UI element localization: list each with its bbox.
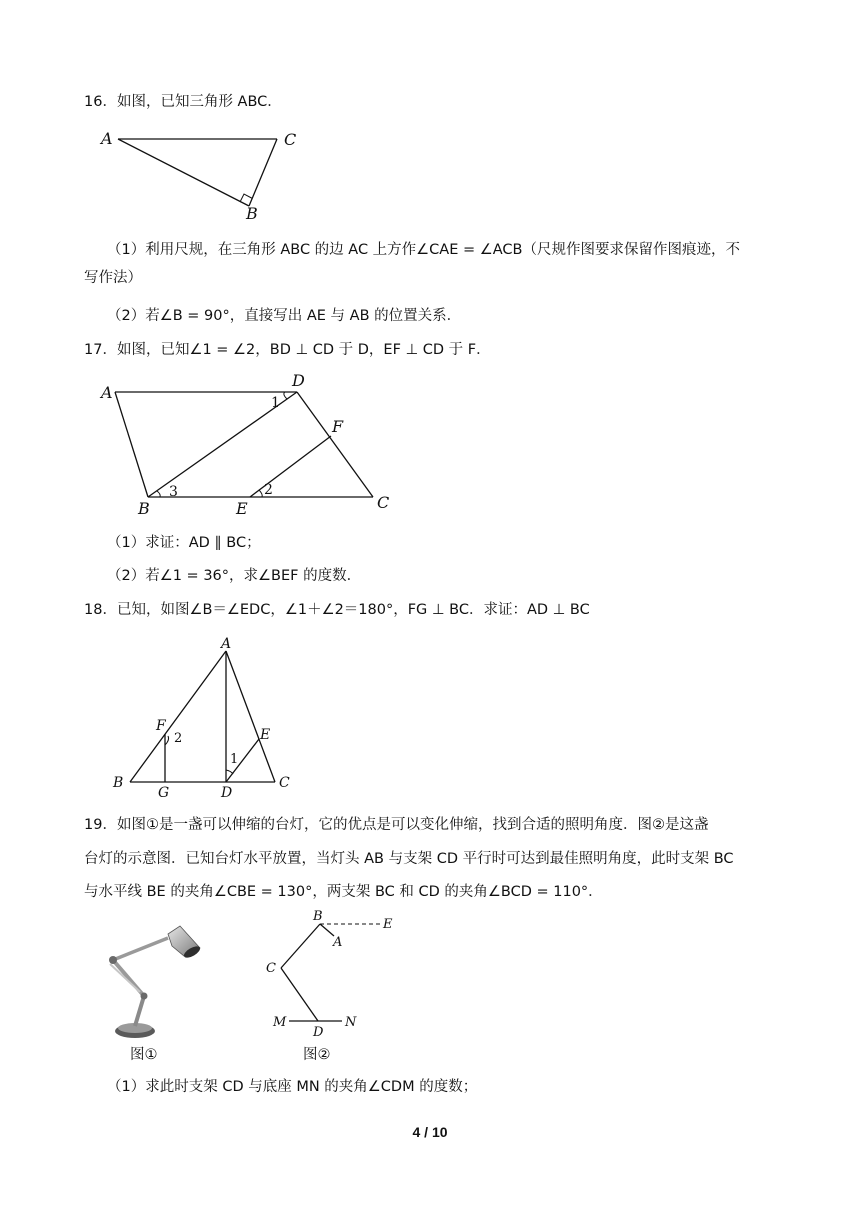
q18-label-a: A (221, 636, 232, 652)
q17-angle-2: 2 (264, 482, 273, 498)
q19-figure1-caption: 图① (130, 1047, 158, 1063)
q19-fig2-label-c: C (266, 961, 276, 976)
q18-angle-1: 1 (230, 752, 239, 767)
q19-fig2-label-e: E (383, 917, 393, 932)
q17-part2: （2）若∠1 = 36°，求∠BEF 的度数． (107, 568, 362, 584)
q17-part1: （1）求证：AD ∥ BC； (107, 535, 261, 551)
q18-label-f: F (156, 718, 166, 734)
q19-fig2-label-a: A (333, 935, 343, 950)
q18-label-e: E (260, 727, 271, 743)
q19-fig2-label-m: M (273, 1015, 287, 1030)
q19-desk-lamp-illustration (92, 920, 212, 1050)
q19-part1: （1）求此时支架 CD 与底座 MN 的夹角∠CDM 的度数； (107, 1079, 478, 1095)
page-number: 4 / 10 (412, 1124, 448, 1140)
q16-part1-line1: （1）利用尺规，在三角形 ABC 的边 AC 上方作∠CAE = ∠ACB（尺规作图要求保留作图痕迹，不 (107, 242, 740, 258)
q16-label-b: B (246, 204, 258, 223)
q18-triangle-figure (105, 635, 315, 800)
q16-label-a: A (101, 129, 113, 148)
q18-label-c: C (279, 775, 290, 791)
q17-angle-3: 3 (169, 484, 178, 500)
q19-line2: 台灯的示意图．已知台灯水平放置，当灯头 AB 与支架 CD 平行时可达到最佳照明角度，此时支架 BC (84, 851, 734, 867)
q19-figure2-caption: 图② (303, 1047, 331, 1063)
q16-triangle-figure (95, 125, 315, 225)
q17-angle-1: 1 (271, 395, 280, 411)
q19-line1: 19．如图①是一盏可以伸缩的台灯，它的优点是可以变化伸缩，找到合适的照明角度．图②是这盏 (84, 817, 709, 833)
q17-label-b: B (138, 499, 150, 518)
q17-label-e: E (236, 499, 248, 518)
q17-stem: 17．如图，已知∠1 = ∠2，BD ⊥ CD 于 D，EF ⊥ CD 于 F． (84, 342, 491, 358)
q17-parallelogram-figure (95, 370, 405, 520)
q18-stem: 18．已知，如图∠B＝∠EDC，∠1＋∠2＝180°，FG ⊥ BC．求证：AD ⊥ BC (84, 602, 590, 618)
q19-lamp-schematic-figure (265, 910, 405, 1040)
q18-label-b: B (113, 775, 124, 791)
q19-fig2-label-n: N (345, 1015, 357, 1030)
q17-label-c: C (377, 493, 390, 512)
q18-label-g: G (158, 785, 170, 801)
q18-angle-2: 2 (174, 731, 183, 746)
q16-part1-line2: 写作法） (84, 270, 142, 286)
q19-line3: 与水平线 BE 的夹角∠CBE = 130°，两支架 BC 和 CD 的夹角∠BCD = 110°． (84, 884, 603, 900)
q16-part2: （2）若∠B = 90°，直接写出 AE 与 AB 的位置关系． (107, 308, 462, 324)
q16-stem: 16．如图，已知三角形 ABC． (84, 94, 282, 110)
q17-label-f: F (332, 417, 344, 436)
q17-label-d: D (292, 371, 305, 390)
q18-label-d: D (221, 785, 233, 801)
q19-fig2-label-d: D (313, 1025, 324, 1040)
q17-label-a: A (101, 383, 113, 402)
q19-fig2-label-b: B (313, 909, 323, 924)
q16-label-c: C (284, 130, 297, 149)
